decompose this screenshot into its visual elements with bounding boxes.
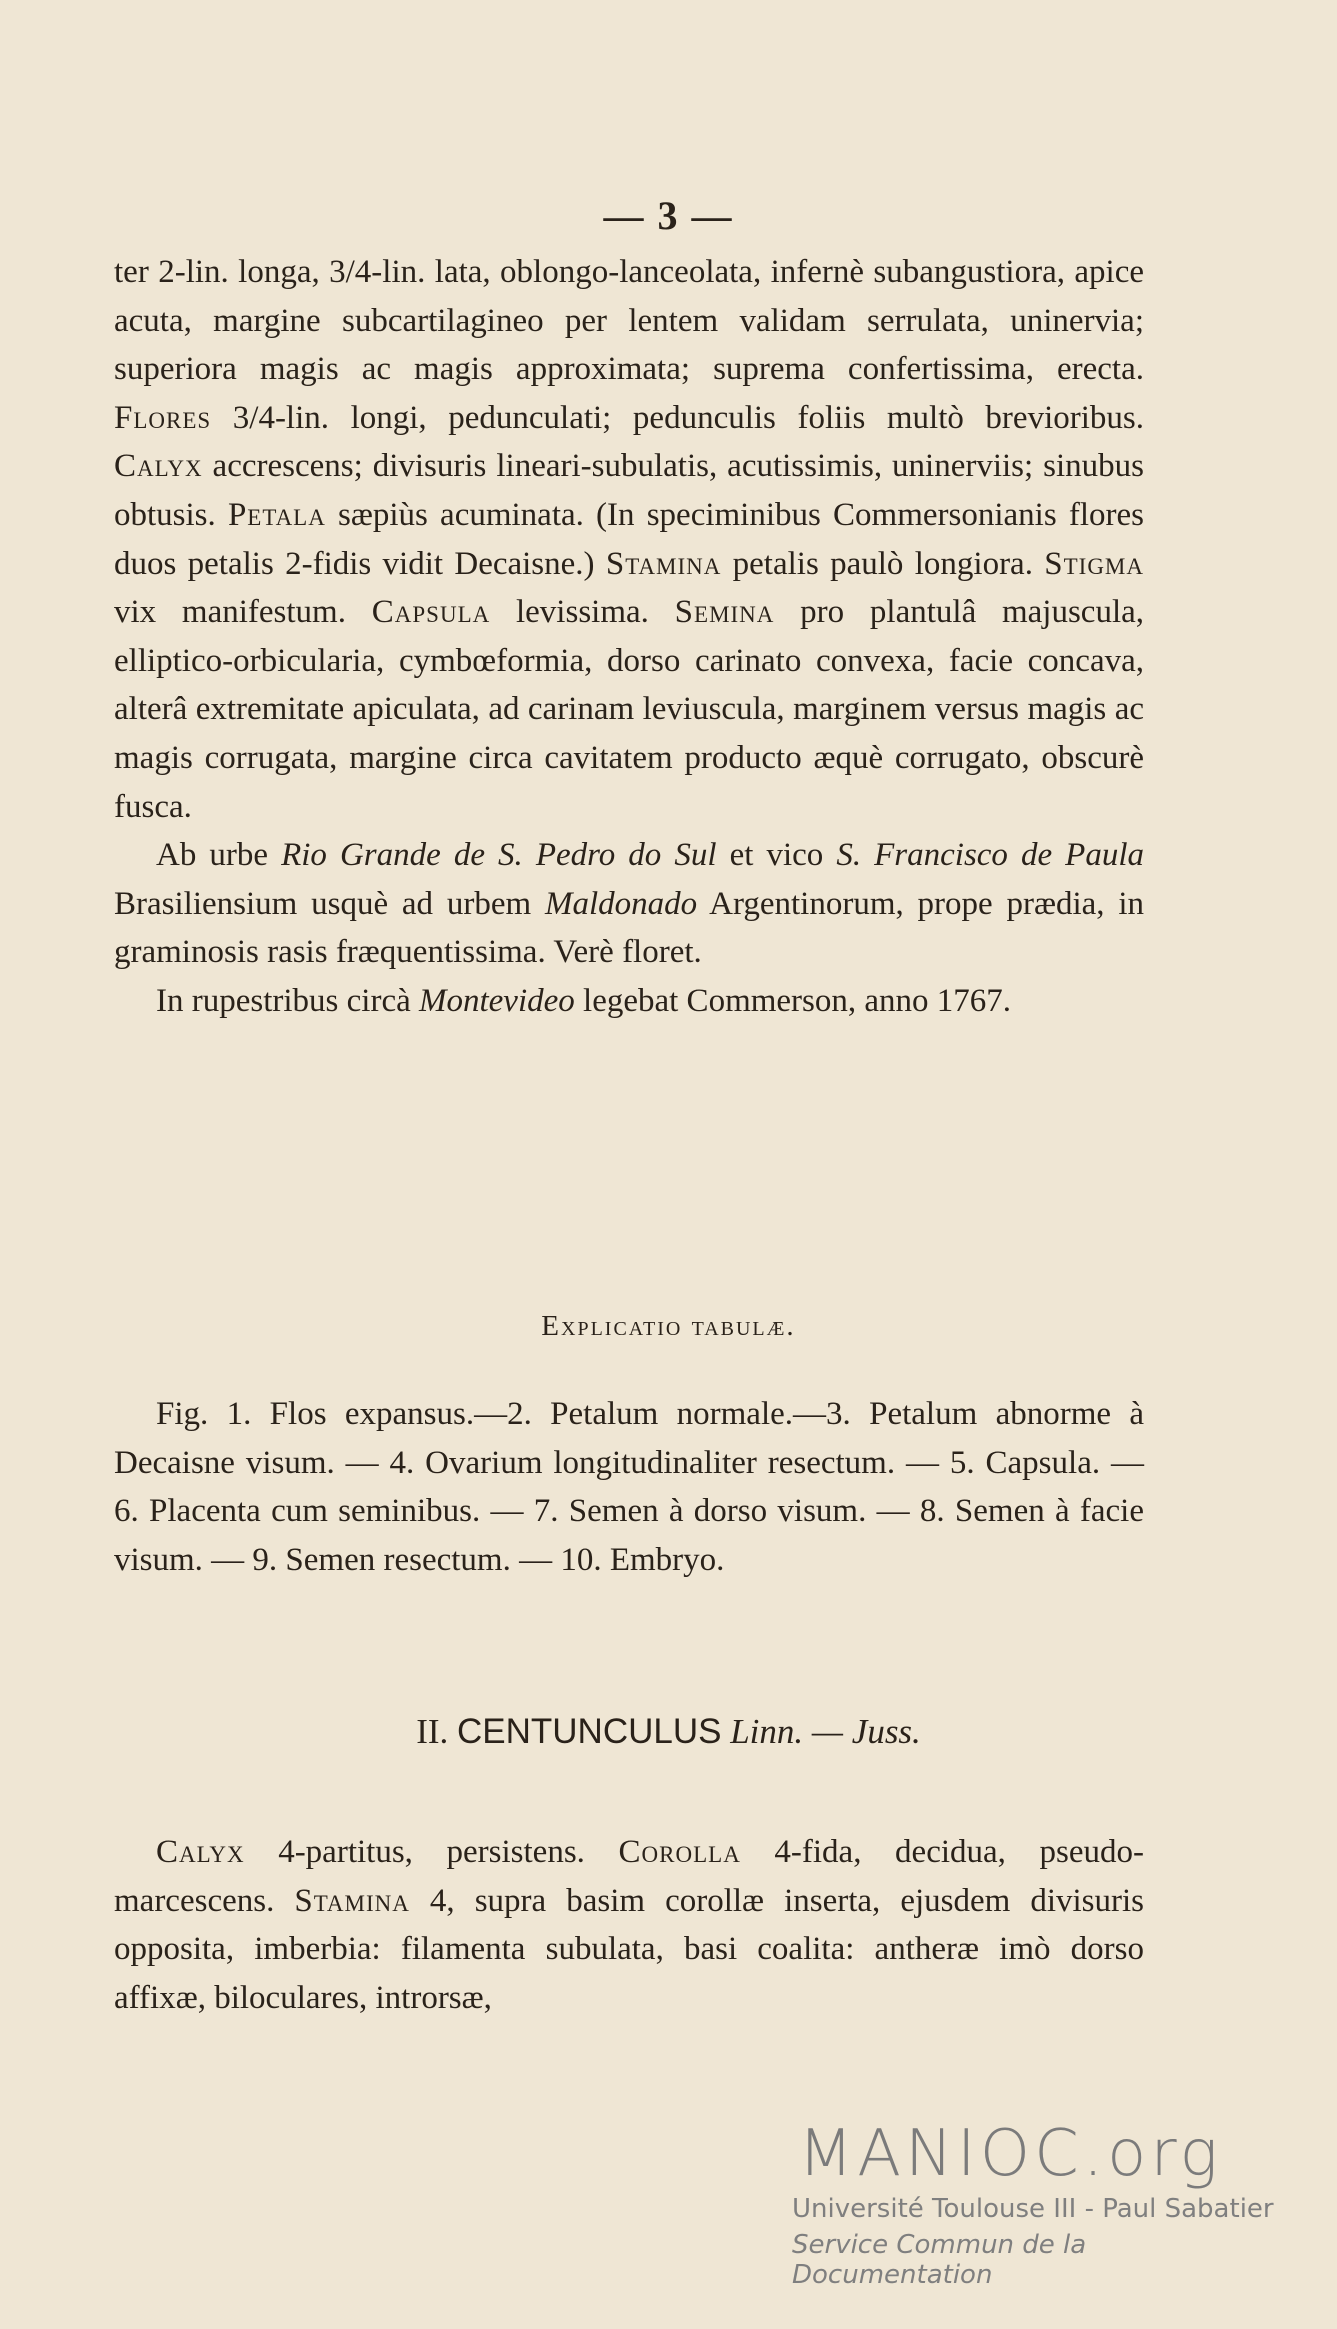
text-run: 4-partitus, persistens. [244,1834,619,1870]
description-paragraph [114,248,1144,831]
text-run: 4-fida, decidua, pseudo-marcescens. [114,1834,1144,1919]
manioc-logo: MANIOC.org [798,2117,1222,2191]
habitat-paragraph [114,831,1144,977]
genus-paragraph [114,1828,1144,2022]
place-name: Maldonado [544,885,698,922]
term-calyx: Calyx [114,448,203,485]
page-number: — 3 — [603,193,734,238]
explicatio-heading: Explicatio tabulæ. [541,1310,796,1342]
text-run: vix manifestum. [114,594,372,631]
watermark-service: Service Commun de la Documentation [792,2230,1087,2290]
text-run: Argentinorum, prope prædia, in graminosis rasis fræquentissima. Verè floret. [114,885,1145,971]
text-run: Ab urbe [156,837,282,874]
text-run: In rupestribus circà [156,982,419,1019]
place-name: Rio Grande de S. Pedro do Sul [281,837,717,874]
genus-name: CENTUNCULUS [457,1712,722,1751]
text-run: legebat Commerson, anno 1767. [574,982,1012,1019]
term-semina: Semina [674,594,775,631]
text-run: pro plantulâ majuscula, elliptico-orbicularia, cymbœformia, dorso carinato convexa, facie concava, alterâ extremitate apiculata, ad carinam leviuscula, marginem versus magis ac magis corrugata, margine circa cavitatem producto æquè corrugato, obscurè fusca. [114,594,1145,825]
place-name: S. Francisco de Paula [836,837,1145,874]
watermark-institution: Université Toulouse III - Paul Sabatier [792,2194,1274,2224]
term-capsula: Capsula [371,594,491,631]
term-stamina: Stamina [294,1882,410,1919]
text-run: 3/4-lin. longi, pedunculati; pedunculis foliis multò brevioribus. [211,399,1144,436]
figure-legend: Fig. 1. Flos expansus.—2. Petalum normale.—3. Petalum abnorme à Decaisne visum. — 4. Ovarium longitudinaliter resectum. — 5. Capsula. — 6. Placenta cum seminibus. — 7. Semen à dorso visum. — 8. Semen à facie visum. — 9. Semen resectum. — 10. Embryo. [114,1396,1144,1578]
place-name: Montevideo [419,982,575,1019]
term-calyx: Calyx [156,1834,245,1870]
plate-explanation [114,1390,1144,1584]
text-run: accrescens; divisuris lineari-subulatis, acutissimis, uninerviis; sinubus obtusis. [114,448,1144,533]
text-run: levissima. [490,594,675,631]
genus-numeral: II. [416,1712,449,1751]
text-run: 4, supra basim corollæ inserta, ejusdem divisuris opposita, imberbia: filamenta subulata, basi coalita: antheræ imò dorso affixæ, biloculares, introrsæ, [114,1882,1145,2016]
term-petala: Petala [227,496,326,533]
species-description [114,248,1144,1026]
term-corolla: Corolla [618,1834,741,1870]
genus-authority: Linn. — Juss. [730,1712,921,1751]
term-stigma: Stigma [1044,545,1144,582]
text-run: ter 2-lin. longa, 3/4-lin. lata, oblongo-lanceolata, infernè subangustiora, apice acuta, margine subcartilagineo per lentem validam serrulata, uninervia; superiora magis ac magis approximata; suprema confertissima, erecta. [114,254,1144,388]
text-run: sæpiùs acuminata. (In speciminibus Commersonianis flores duos petalis 2-fidis vidit Decaisne.) [114,496,1144,582]
term-stamina: Stamina [605,545,722,582]
genus-heading [0,1712,1337,1752]
manioc-watermark [792,2118,1292,2290]
text-run: et vico [716,837,837,874]
text-run: Brasiliensium usquè ad urbem [114,885,545,922]
term-flores: Flores [114,399,212,436]
collector-paragraph [114,977,1144,1026]
genus-description [114,1828,1144,2022]
text-run: petalis paulò longiora. [721,545,1045,582]
